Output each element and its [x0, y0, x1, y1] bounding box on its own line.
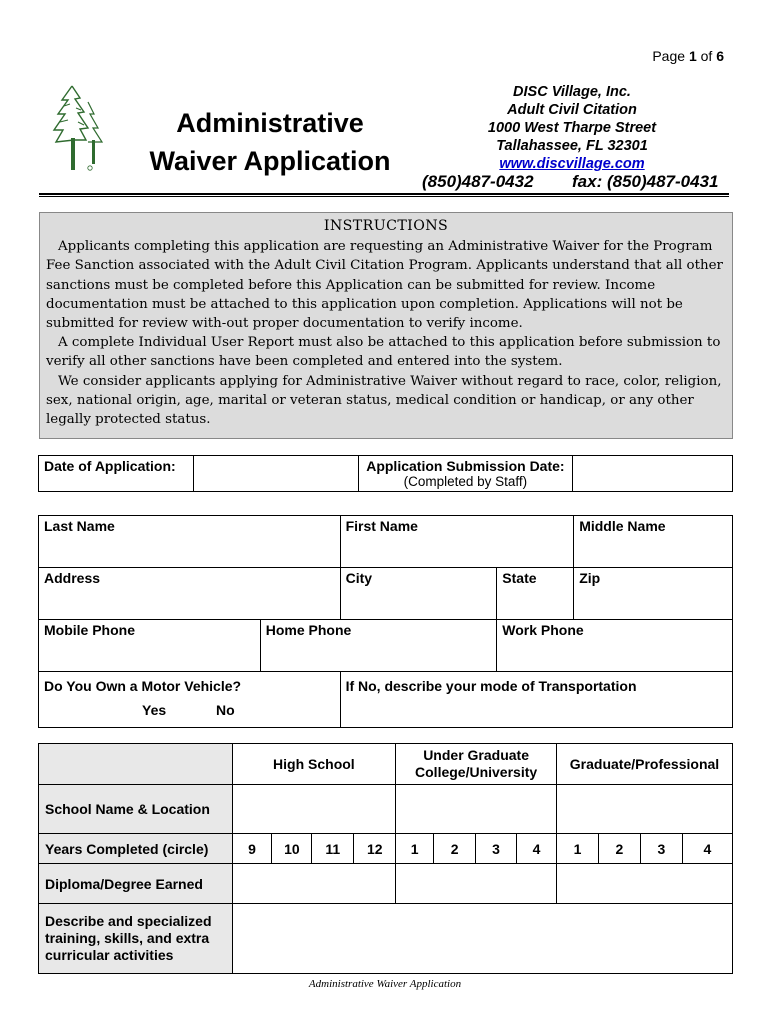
- motor-vehicle-question: [39, 672, 341, 728]
- vehicle-no-option[interactable]: No: [216, 702, 235, 718]
- completed-by-staff-note: (Completed by Staff): [403, 474, 528, 489]
- undergrad-name-field[interactable]: [396, 785, 557, 834]
- undergrad-header: [396, 744, 557, 785]
- city-label: City: [345, 570, 373, 586]
- page-number: [600, 48, 724, 64]
- undergrad-degree-field[interactable]: [396, 864, 557, 904]
- gr-year-3[interactable]: 3: [640, 834, 682, 864]
- ug-year-2[interactable]: 2: [434, 834, 476, 864]
- page-footer: Administrative Waiver Application: [308, 978, 462, 990]
- high-school-label: High School: [273, 756, 355, 772]
- instructions-paragraph-1: Applicants completing this application are requesting an Administrative Waiver for the Program Fee Sanction associated with the Adult Civil Citation Program. Applicants understand that all other sanctions must be completed before this Application can be submitted for review. Income documentation must be attached to this application upon completion. Applications will not be submitted for review with-out proper documentation to verify income.: [46, 239, 723, 332]
- page-total: 6: [716, 48, 724, 64]
- gr-year-2[interactable]: 2: [598, 834, 640, 864]
- submission-date-label: [358, 456, 573, 492]
- years-completed-label: Years Completed (circle): [45, 840, 209, 857]
- title-line-2: Waiver Application: [149, 146, 391, 176]
- ug-year-4[interactable]: 4: [517, 834, 557, 864]
- home-phone-label: Home Phone: [265, 622, 352, 638]
- training-field[interactable]: [232, 904, 732, 974]
- middle-name-label: Middle Name: [579, 518, 666, 534]
- date-of-application-label: [39, 456, 194, 492]
- first-name-label: First Name: [345, 518, 418, 534]
- org-phone: (850)487-0432: [422, 172, 534, 191]
- date-of-application-field[interactable]: [193, 456, 358, 492]
- header-divider: [39, 193, 729, 197]
- gr-year-1[interactable]: 1: [557, 834, 599, 864]
- zip-field[interactable]: [574, 568, 733, 620]
- first-name-field[interactable]: [340, 516, 574, 568]
- high-school-name-field[interactable]: [232, 785, 396, 834]
- applicant-info-table: [38, 515, 733, 728]
- page-current: 1: [688, 48, 697, 64]
- hs-year-12[interactable]: 12: [354, 834, 396, 864]
- hs-year-11[interactable]: 11: [312, 834, 354, 864]
- training-label: Describe and specialized training, skills, and extra curricular activities: [45, 913, 212, 963]
- org-fax: fax: (850)487-0431: [572, 172, 719, 191]
- education-corner-cell: [39, 744, 233, 785]
- gr-year-4[interactable]: 4: [682, 834, 732, 864]
- page-label: Page: [652, 48, 689, 64]
- state-label: State: [502, 570, 537, 586]
- high-school-diploma-field[interactable]: [232, 864, 396, 904]
- instructions-heading: INSTRUCTIONS: [323, 218, 449, 234]
- org-program: Adult Civil Citation: [507, 102, 637, 118]
- submission-date-field[interactable]: [573, 456, 733, 492]
- school-name-label: School Name & Location: [45, 801, 210, 817]
- diploma-label: Diploma/Degree Earned: [45, 875, 203, 892]
- motor-vehicle-label: Do You Own a Motor Vehicle?: [44, 678, 242, 694]
- training-row-label: [39, 904, 233, 974]
- transportation-label: If No, describe your mode of Transportation: [345, 678, 637, 694]
- city-field[interactable]: [340, 568, 497, 620]
- date-of-application-text: Date of Application:: [44, 458, 176, 474]
- page-of: of: [696, 48, 717, 64]
- ug-year-3[interactable]: 3: [476, 834, 517, 864]
- address-label: Address: [44, 570, 101, 586]
- graduate-degree-field[interactable]: [557, 864, 733, 904]
- work-phone-field[interactable]: [497, 620, 733, 672]
- vehicle-yes-option[interactable]: Yes: [142, 702, 167, 718]
- state-field[interactable]: [497, 568, 574, 620]
- zip-label: Zip: [579, 570, 601, 586]
- middle-name-field[interactable]: [574, 516, 733, 568]
- home-phone-field[interactable]: [260, 620, 497, 672]
- diploma-row-label: [39, 864, 233, 904]
- tree-logo-icon: [50, 80, 106, 176]
- hs-year-10[interactable]: 10: [272, 834, 312, 864]
- address-field[interactable]: [39, 568, 341, 620]
- instructions-paragraph-2: A complete Individual User Report must also be attached to this application before submission to verify all other sanctions have been completed and entered into the system.: [46, 335, 721, 370]
- instructions-box: [39, 212, 733, 439]
- school-name-row-label: [39, 785, 233, 834]
- organization-info: [452, 83, 692, 173]
- graduate-label: Graduate/Professional: [569, 756, 720, 772]
- dates-table: [38, 455, 733, 492]
- org-city: Tallahassee, FL 32301: [496, 138, 648, 154]
- submission-date-text: Application Submission Date:: [366, 458, 565, 474]
- page-title: [120, 104, 420, 180]
- graduate-header: [557, 744, 733, 785]
- graduate-name-field[interactable]: [557, 785, 733, 834]
- ug-year-1[interactable]: 1: [396, 834, 434, 864]
- last-name-label: Last Name: [44, 518, 115, 534]
- org-street: 1000 West Tharpe Street: [487, 120, 657, 136]
- last-name-field[interactable]: [39, 516, 341, 568]
- high-school-header: [232, 744, 396, 785]
- hs-year-9[interactable]: 9: [232, 834, 272, 864]
- org-website-link[interactable]: www.discvillage.com: [499, 156, 645, 172]
- work-phone-label: Work Phone: [502, 622, 584, 638]
- undergrad-label: Under Graduate College/University: [415, 747, 538, 780]
- transportation-field[interactable]: [340, 672, 732, 728]
- education-table: [38, 743, 733, 974]
- years-completed-row-label: [39, 834, 233, 864]
- mobile-phone-label: Mobile Phone: [44, 622, 135, 638]
- mobile-phone-field[interactable]: [39, 620, 261, 672]
- org-name: DISC Village, Inc.: [513, 84, 631, 100]
- title-line-1: Administrative: [176, 108, 364, 138]
- instructions-paragraph-3: We consider applicants applying for Administrative Waiver without regard to race, color, religion, sex, national origin, age, marital or veteran status, medical condition or handicap, or any other legally protected status.: [46, 373, 722, 428]
